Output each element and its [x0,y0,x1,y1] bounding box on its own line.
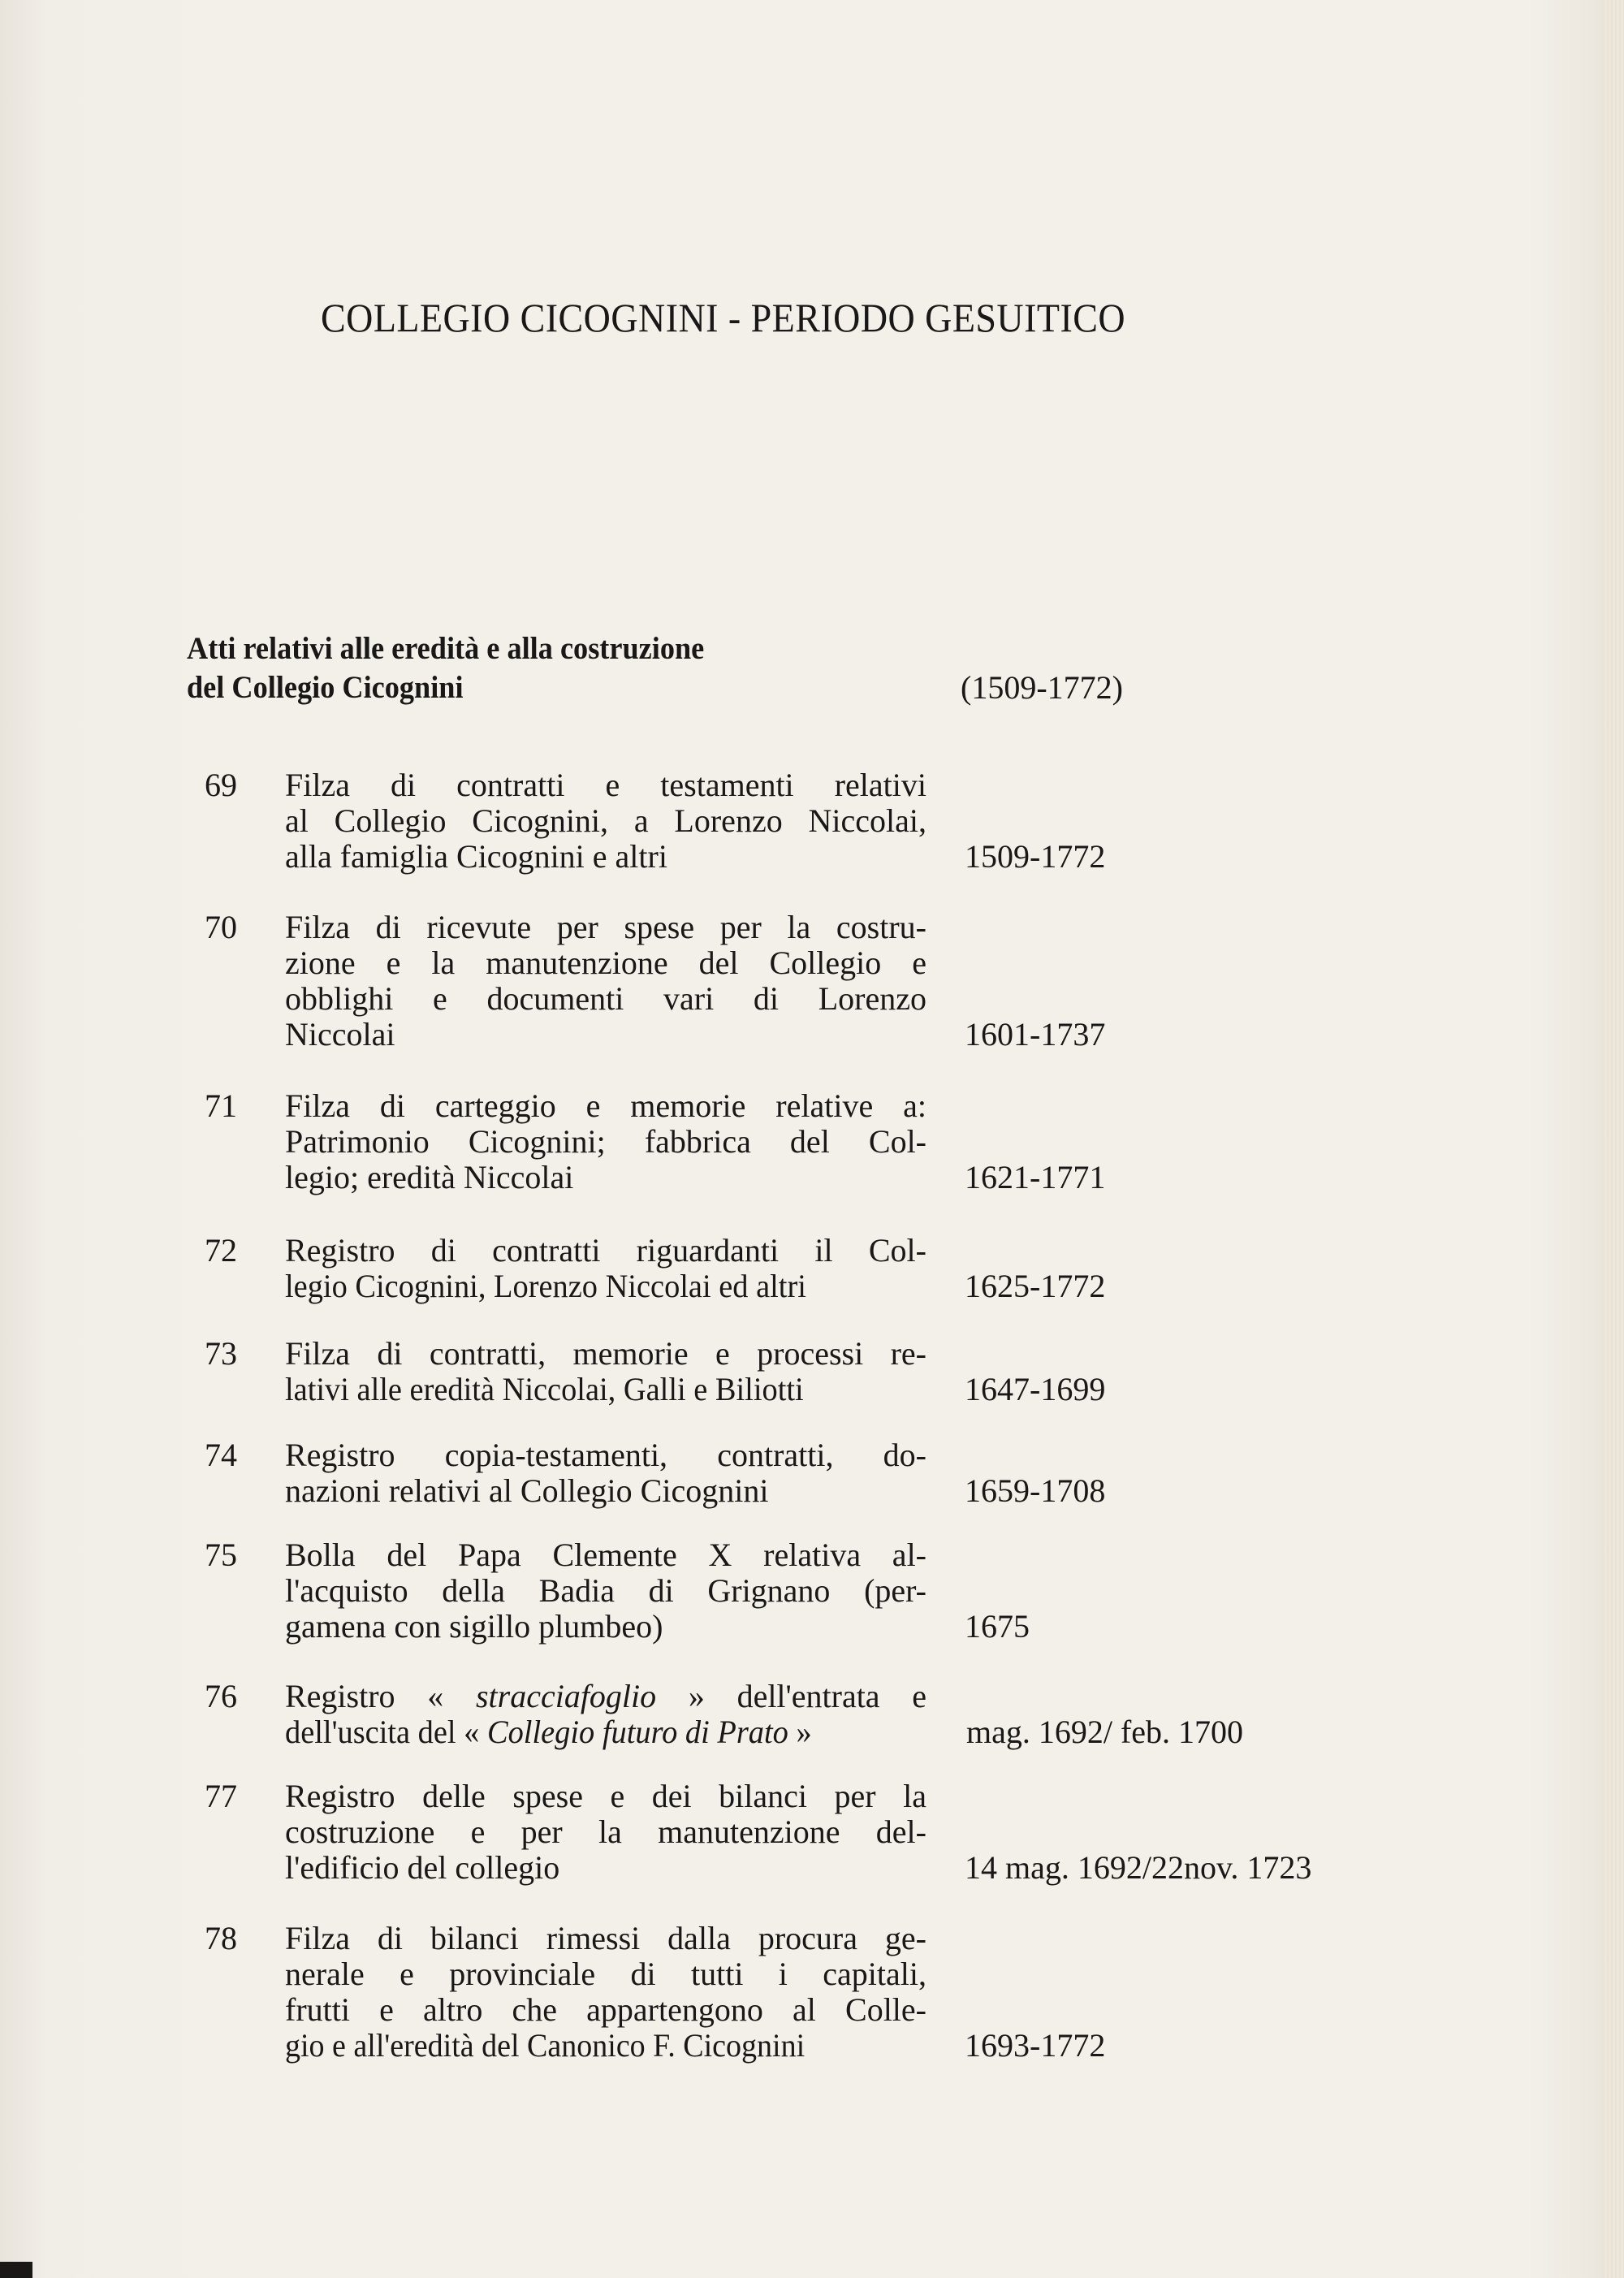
entry-line: obblighi e documenti vari di Lorenzo [285,980,926,1017]
entry-line: l'acquisto della Badia di Grignano (per- [285,1572,926,1609]
section-dates: (1509-1772) [961,669,1123,706]
entry-line: costruzione e per la manutenzione del- [285,1813,926,1850]
entry-text: » [788,1714,812,1750]
entry-line: Patrimonio Cicognini; fabbrica del Col- [285,1123,926,1160]
entry-number: 74 [205,1437,237,1473]
entry-line: Registro copia-testamenti, contratti, do- [285,1437,926,1473]
entry-line: Registro delle spese e dei bilanci per la [285,1778,926,1814]
entry-dates: 1647-1699 [965,1371,1106,1407]
entry-dates: 1659-1708 [965,1472,1106,1509]
page-edge [1605,0,1624,2278]
entry-description [285,1537,935,1645]
entry-dates: 1601-1737 [965,1016,1106,1053]
entry-line: alla famiglia Cicognini e altri [285,838,667,875]
entry-line: legio Cicognini, Lorenzo Niccolai ed altri [285,1268,806,1304]
entry-text: » dell'entrata e [656,1678,927,1714]
page-title: COLLEGIO CICOGNINI - PERIODO GESUITICO [321,295,1126,340]
entry-description [285,1679,935,1750]
entry-line: nazioni relativi al Collegio Cicognini [285,1472,769,1509]
entry-description [285,910,935,1053]
entry-line: zione e la manutenzione del Collegio e [285,944,926,981]
entry-number: 71 [205,1087,237,1124]
entry-dates: 1675 [965,1608,1030,1645]
entry-line: gio e all'eredità del Canonico F. Cicognini [285,2027,806,2064]
entry-line: lativi alle eredità Niccolai, Galli e Biliotti [285,1371,804,1407]
entry-description [285,1779,935,1886]
entry-number: 75 [205,1537,237,1573]
entry-line: Filza di bilanci rimessi dalla procura ge- [285,1920,926,1956]
entry-number: 78 [205,1920,237,1956]
entry-number: 76 [205,1678,237,1714]
entry-description [285,1088,935,1195]
binding-shadow [0,2262,32,2278]
entry-dates: mag. 1692/ feb. 1700 [966,1714,1244,1750]
entry-dates: 14 mag. 1692/22nov. 1723 [965,1849,1312,1886]
entry-dates: 1625-1772 [965,1268,1106,1304]
entry-description [285,1921,935,2064]
entry-line: Niccolai [285,1016,395,1053]
entry-dates: 1509-1772 [965,838,1106,875]
entry-description [285,767,935,875]
entry-line: frutti e altro che appartengono al Colle- [285,1991,926,2028]
entry-line [285,1714,909,1750]
entry-number: 77 [205,1778,237,1814]
entry-number: 73 [205,1335,237,1372]
entry-italic-title: stracciafoglio [475,1678,657,1714]
entry-line: nerale e provinciale di tutti i capitali, [285,1956,926,1992]
entry-line [285,1679,926,1714]
entry-description [285,1233,935,1304]
entry-text: dell'uscita del « [285,1714,487,1750]
entry-line: legio; eredità Niccolai [285,1159,574,1195]
entry-line: Filza di contratti e testamenti relativi [285,767,926,803]
entry-text: Registro « [285,1678,476,1714]
entry-line: l'edificio del collegio [285,1849,560,1886]
entry-dates: 1693-1772 [965,2027,1106,2064]
entry-line: al Collegio Cicognini, a Lorenzo Niccolai, [285,802,926,839]
section-heading-line: Atti relativi alle eredità e alla costruzione [187,631,705,666]
entry-dates: 1621-1771 [965,1159,1106,1195]
entry-number: 72 [205,1232,237,1269]
entry-description [285,1437,935,1509]
entry-line: Filza di carteggio e memorie relative a: [285,1087,926,1124]
entry-line: gamena con sigillo plumbeo) [285,1608,663,1645]
entry-description [285,1336,935,1407]
section-heading [187,629,942,707]
entry-line: Filza di ricevute per spese per la costru- [285,909,926,945]
entry-number: 70 [205,909,237,945]
entry-italic-title: Collegio futuro di Prato [486,1714,788,1750]
entry-line: Filza di contratti, memorie e processi re- [285,1335,926,1372]
entry-line: Bolla del Papa Clemente X relativa al- [285,1537,926,1573]
entry-number: 69 [205,767,237,803]
entry-line: Registro di contratti riguardanti il Col- [285,1232,926,1269]
section-heading-line: del Collegio Cicognini [187,670,464,705]
